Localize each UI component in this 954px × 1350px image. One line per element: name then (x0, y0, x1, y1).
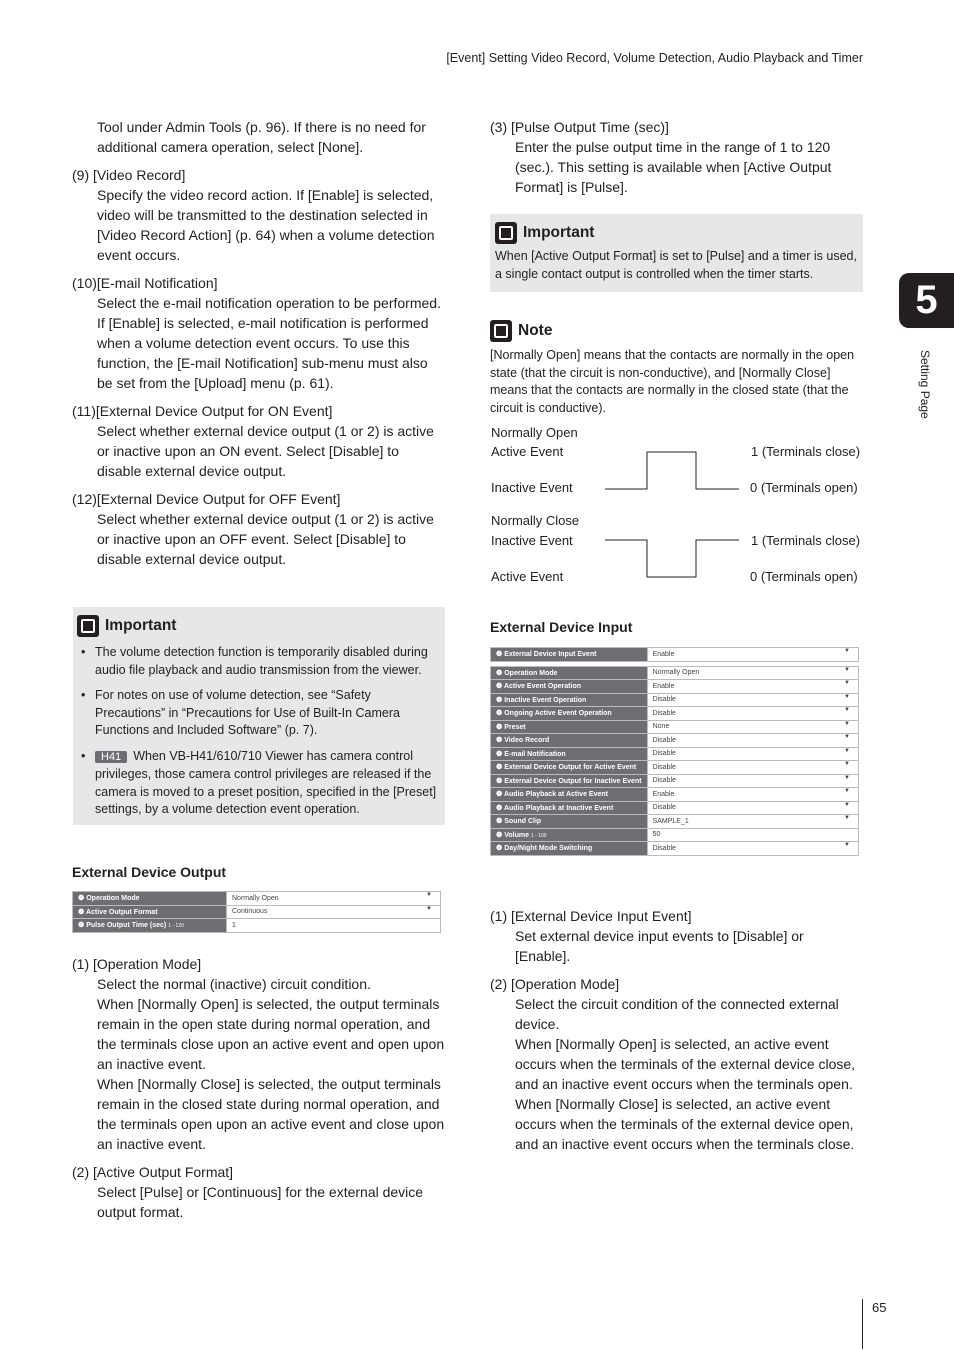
dropdown-arrow-icon: ▼ (844, 734, 850, 740)
table-row (491, 747, 859, 761)
dropdown-arrow-icon: ▼ (844, 815, 850, 821)
dropdown-arrow-icon: ▼ (844, 842, 850, 848)
item-label: (1) [Operation Mode] (72, 956, 202, 972)
setting-key: ❷ Preset (491, 720, 648, 734)
setting-value-field[interactable]: Disable ▼ (647, 801, 858, 815)
item-text: When [Normally Close] is selected, an active event occurs when the terminals of the external device open, and an inactive event occurs when the terminals close. (515, 1096, 855, 1152)
table-row (491, 828, 859, 842)
nc-low-label: 0 (Terminals open) (750, 569, 858, 584)
important-text: When [Active Output Format] is set to [Pulse] and a timer is used, a single contact output is controlled when the timer starts. (495, 249, 857, 281)
setting-value-field[interactable]: Enable ▼ (647, 680, 858, 694)
important-box-left (73, 607, 445, 825)
setting-value-field[interactable]: Disable ▼ (647, 747, 858, 761)
item-text: Specify the video record action. If [Enable] is selected, video will be transmitted to the destination selected in [Video Record Action] (p. 64) when a volume detection event occurs. (97, 187, 435, 263)
setting-value-field[interactable]: Normally Open ▼ (647, 666, 858, 680)
item-text: Select the normal (inactive) circuit condition. (97, 976, 371, 992)
dropdown-arrow-icon: ▼ (844, 666, 850, 673)
chapter-label: Setting Page (918, 350, 932, 419)
setting-value-field[interactable]: Disable ▼ (647, 693, 858, 707)
dropdown-arrow-icon: ▼ (844, 720, 850, 727)
item-label: (1) [External Device Input Event] (490, 908, 692, 924)
no-inactive-label: Inactive Event (491, 480, 573, 495)
normally-open-waveform (605, 452, 739, 489)
setting-key: ❷ Pulse Output Time (sec) 1 - 120 (73, 919, 227, 933)
table-row (491, 801, 859, 815)
table-row (491, 707, 859, 721)
item-label: (9) [Video Record] (72, 167, 186, 183)
pulse-time-input[interactable]: 1 (227, 919, 441, 933)
dropdown-arrow-icon: ▼ (844, 788, 850, 794)
table-row (491, 680, 859, 694)
setting-key: ❷ External Device Output for Active Event (491, 761, 648, 775)
dropdown-arrow-icon: ▼ (844, 648, 850, 654)
setting-key: ❷ Inactive Event Operation (491, 693, 648, 707)
chapter-tab: 5 (899, 273, 954, 328)
table-row (491, 815, 859, 829)
table-row (491, 720, 859, 734)
item-text: Set external device input events to [Disable] or [Enable]. (515, 928, 804, 964)
setting-value-field[interactable]: Disable ▼ (647, 761, 858, 775)
setting-value-field[interactable]: Disable ▼ (647, 734, 858, 748)
no-high-label: 1 (Terminals close) (751, 444, 861, 459)
item-operation-mode (72, 954, 447, 1154)
item-label: (2) [Operation Mode] (490, 976, 620, 992)
important-list (77, 644, 441, 819)
input-section-title: External Device Input (490, 619, 633, 635)
table-row (491, 761, 859, 775)
dropdown-arrow-icon: ▼ (426, 892, 432, 898)
setting-value-field[interactable]: Disable ▼ (647, 774, 858, 788)
intro-text: Tool under Admin Tools (p. 96). If there is no need for additional camera operation, select [None]. (97, 119, 426, 155)
running-header: [Event] Setting Video Record, Volume Detection, Audio Playback and Timer (446, 51, 863, 65)
item-text: Enter the pulse output time in the range of 1 to 120 (sec.). This setting is available when [Active Output Format] is [Pulse]. (515, 139, 832, 195)
dropdown-arrow-icon: ▼ (844, 774, 850, 781)
item-text: Select whether external device output (1 or 2) is active or inactive upon an ON event. Select [Disable] to disable external device output. (97, 423, 434, 479)
important-box-right (490, 214, 863, 292)
no-active-label: Active Event (491, 444, 564, 459)
dropdown-arrow-icon: ▼ (844, 761, 850, 767)
setting-key: ❷ Active Event Operation (491, 680, 648, 694)
dropdown-arrow-icon: ▼ (844, 680, 850, 686)
table-row (73, 905, 441, 919)
timing-diagram (600, 445, 745, 585)
setting-key: ❷ External Device Input Event (491, 648, 648, 662)
important-icon (77, 615, 99, 637)
left-column (72, 117, 447, 577)
setting-value-field[interactable]: None ▼ (647, 720, 858, 734)
setting-key: ❷ Operation Mode (73, 892, 227, 906)
no-title: Normally Open (491, 425, 578, 440)
input-settings-table (490, 647, 859, 856)
setting-key: ❷ Active Output Format (73, 905, 227, 919)
item-text: Select the circuit condition of the connected external device. (515, 996, 839, 1032)
table-row (73, 919, 441, 933)
table-row (491, 693, 859, 707)
item-output-off (72, 489, 447, 569)
item-email-notification (72, 273, 447, 393)
setting-value-field[interactable]: Disable ▼ (647, 707, 858, 721)
important-bullet: • For notes on use of volume detection, see “Safety Precautions” in “Precautions for Use of Built-In Camera Functions and Included Software” (p. 7). (77, 687, 441, 740)
setting-value-field[interactable]: 50 (647, 828, 858, 842)
item-label: (12)[External Device Output for OFF Event] (72, 491, 341, 507)
note-text: [Normally Open] means that the contacts are normally in the open state (that the circuit is non-conductive), and [Normally Close] means that the contacts are normally in the closed state (that the circuit is conductive). (490, 348, 855, 415)
normally-close-waveform (605, 540, 739, 577)
setting-value-field[interactable]: Enable ▼ (647, 788, 858, 802)
important-bullet-h41: • H41 When VB-H41/610/710 Viewer has camera control privileges, those camera control privileges are released if the camera is moved to a preset position, specified in the [Preset] settings, by a volume detection event operation. (77, 748, 441, 819)
important-bullet: • The volume detection function is temporarily disabled during audio file playback and audio transmission from the viewer. (77, 644, 441, 679)
input-event-select[interactable]: Enable ▼ (647, 648, 858, 662)
setting-value-field[interactable]: Disable ▼ (647, 842, 858, 856)
nc-high-label: 1 (Terminals close) (751, 533, 861, 548)
dropdown-arrow-icon: ▼ (426, 905, 432, 912)
nc-active-label: Active Event (491, 569, 564, 584)
setting-key: ❷ Sound Clip (491, 815, 648, 829)
item-text: When [Normally Open] is selected, the output terminals remain in the open state during normal operation, and the terminals close upon an active event and open upon an inactive event. (97, 996, 445, 1072)
nc-inactive-label: Inactive Event (491, 533, 573, 548)
item-text: When [Normally Open] is selected, an active event occurs when the terminals of the external device close, and an inactive event occurs when the terminals open. (515, 1036, 856, 1092)
setting-key: ❷ Ongoing Active Event Operation (491, 707, 648, 721)
output-items (72, 954, 447, 1230)
item-output-on (72, 401, 447, 481)
item-input-operation-mode (490, 974, 858, 1154)
important-icon (495, 222, 517, 244)
page-number-rule (862, 1299, 863, 1349)
setting-key: ❷ Video Record (491, 734, 648, 748)
output-section-title: External Device Output (72, 864, 227, 880)
dropdown-arrow-icon: ▼ (844, 707, 850, 713)
item-label: (2) [Active Output Format] (72, 1164, 234, 1180)
important-title: Important (495, 222, 858, 244)
table-row (491, 788, 859, 802)
setting-key: ❷ External Device Output for Inactive Event (491, 774, 648, 788)
item-video-record (72, 165, 447, 265)
setting-value-field[interactable]: SAMPLE_1 ▼ (647, 815, 858, 829)
setting-key: ❷ Volume 1 - 100 (491, 828, 648, 842)
note-title: Note (490, 320, 860, 342)
item-text: Select whether external device output (1 or 2) is active or inactive upon an OFF event. Select [Disable] to disable external device output. (97, 511, 434, 567)
item-input-event (490, 906, 858, 966)
item-active-output-format (72, 1162, 447, 1222)
input-items (490, 906, 858, 1162)
dropdown-arrow-icon: ▼ (844, 801, 850, 808)
setting-key: ❷ Audio Playback at Inactive Event (491, 801, 648, 815)
no-low-label: 0 (Terminals open) (750, 480, 858, 495)
model-tag: H41 (95, 751, 127, 763)
table-row (491, 774, 859, 788)
item-text: When [Normally Close] is selected, the output terminals remain in the closed state during normal operation, and the terminals open upon an active event and close upon an inactive event. (97, 1076, 445, 1152)
important-title: Important (77, 615, 441, 637)
table-row (491, 734, 859, 748)
setting-key: ❷ E-mail Notification (491, 747, 648, 761)
nc-title: Normally Close (491, 513, 580, 528)
item-label: (10)[E-mail Notification] (72, 275, 218, 291)
note-block (490, 320, 860, 417)
item-pulse-output-time (490, 117, 855, 197)
table-row (73, 892, 441, 906)
table-row (491, 648, 859, 662)
dropdown-arrow-icon: ▼ (844, 747, 850, 754)
note-icon (490, 320, 512, 342)
table-row (491, 666, 859, 680)
item-label: (11)[External Device Output for ON Event] (72, 403, 333, 419)
active-output-format-select[interactable]: Continuous ▼ (227, 905, 441, 919)
output-settings-table (72, 891, 441, 933)
item-text: Select [Pulse] or [Continuous] for the external device output format. (97, 1184, 424, 1220)
setting-key: ❷ Audio Playback at Active Event (491, 788, 648, 802)
setting-key: ❷ Operation Mode (491, 666, 648, 680)
page-number: 65 (872, 1300, 887, 1315)
setting-key: ❷ Day/Night Mode Switching (491, 842, 648, 856)
item-label: (3) [Pulse Output Time (sec)] (490, 119, 669, 135)
item-text: Select the e-mail notification operation to be performed. If [Enable] is selected, e-mail notification is performed when a volume detection event occurs. To use this function, the [E-mail Notification] sub-menu must also be set from the [Upload] menu (p. 61). (97, 295, 441, 391)
table-row (491, 842, 859, 856)
dropdown-arrow-icon: ▼ (844, 693, 850, 700)
operation-mode-select[interactable]: Normally Open ▼ (227, 892, 441, 906)
